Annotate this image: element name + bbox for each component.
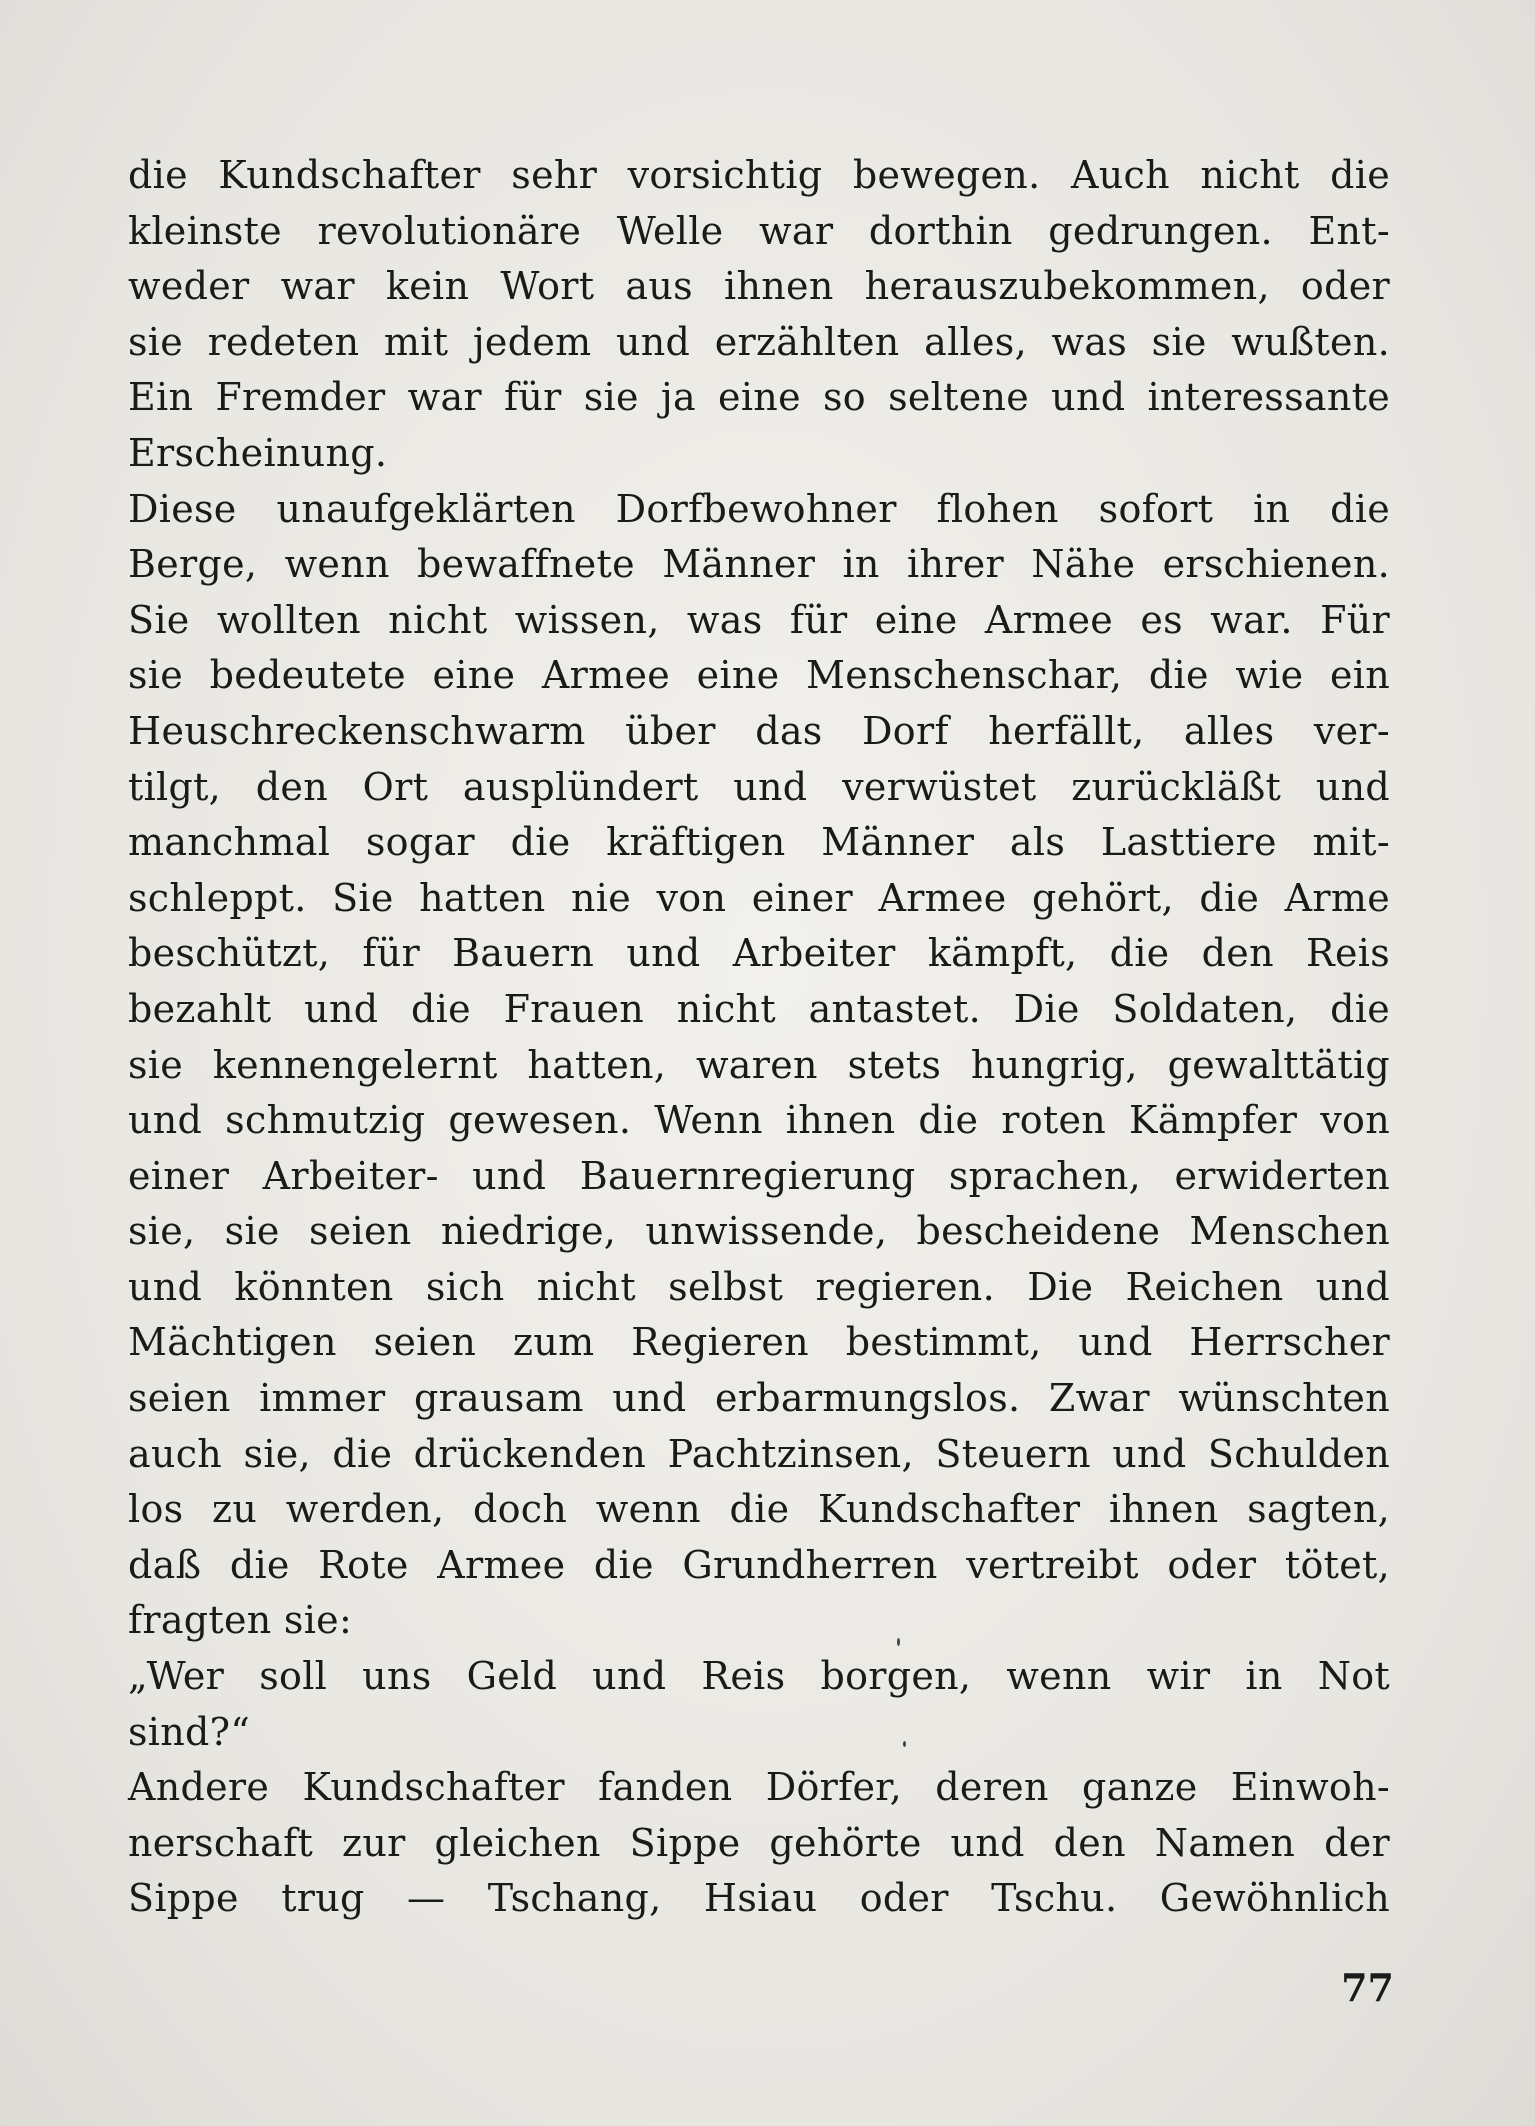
text-line: sind?“ xyxy=(128,1709,251,1754)
text-line: manchmal sogar die kräftigen Männer als Lasttiere mit- xyxy=(128,820,1390,865)
text-line: schleppt. Sie hatten nie von einer Armee gehört, die Arme xyxy=(128,875,1390,920)
text-line: fragten sie: xyxy=(128,1598,353,1643)
text-line: sie bedeutete eine Armee eine Menschenschar, die wie ein xyxy=(128,653,1390,698)
text-line: Sippe trug — Tschang, Hsiau oder Tschu. Gewöhnlich xyxy=(128,1876,1390,1921)
text-line: Sie wollten nicht wissen, was für eine Armee es war. Für xyxy=(128,597,1390,642)
text-line: sie, sie seien niedrige, unwissende, bescheidene Menschen xyxy=(128,1209,1390,1254)
text-line: Erscheinung. xyxy=(128,430,388,475)
text-line: die Kundschafter sehr vorsichtig bewegen. Auch nicht die xyxy=(128,153,1390,197)
text-line: Ein Fremder war für sie ja eine so seltene und interessante xyxy=(128,375,1390,420)
text-line: und könnten sich nicht selbst regieren. Die Reichen und xyxy=(128,1264,1390,1309)
text-line: und schmutzig gewesen. Wenn ihnen die roten Kämpfer von xyxy=(128,1098,1390,1143)
text-line: nerschaft zur gleichen Sippe gehörte und den Namen der xyxy=(128,1820,1390,1865)
text-line: los zu werden, doch wenn die Kundschafter ihnen sagten, xyxy=(128,1487,1390,1532)
print-speck xyxy=(897,1638,900,1646)
text-line: seien immer grausam und erbarmungslos. Zwar wünschten xyxy=(128,1376,1390,1421)
page-number: 77 xyxy=(1341,1965,1394,2010)
text-line: beschützt, für Bauern und Arbeiter kämpft, die den Reis xyxy=(128,931,1390,976)
text-line: Mächtigen seien zum Regieren bestimmt, und Herrscher xyxy=(128,1320,1390,1365)
text-line: Heuschreckenschwarm über das Dorf herfällt, alles ver- xyxy=(128,708,1390,753)
text-line: tilgt, den Ort ausplündert und verwüstet zurückläßt und xyxy=(128,764,1390,809)
text-line: weder war kein Wort aus ihnen herauszubekommen, oder xyxy=(128,264,1390,309)
text-line: sie kennengelernt hatten, waren stets hungrig, gewalttätig xyxy=(128,1042,1390,1087)
text-line: auch sie, die drückenden Pachtzinsen, Steuern und Schulden xyxy=(128,1431,1390,1476)
body-text xyxy=(128,148,1390,1927)
text-line: bezahlt und die Frauen nicht antastet. Die Soldaten, die xyxy=(128,986,1390,1031)
text-line: Diese unaufgeklärten Dorfbewohner flohen sofort in die xyxy=(128,486,1390,531)
print-speck xyxy=(903,1741,906,1747)
text-line: Berge, wenn bewaffnete Männer in ihrer Nähe erschienen. xyxy=(128,542,1390,587)
text-line: daß die Rote Armee die Grundherren vertreibt oder tötet, xyxy=(128,1542,1390,1587)
text-line: einer Arbeiter- und Bauernregierung sprachen, erwiderten xyxy=(128,1153,1390,1198)
text-line: „Wer soll uns Geld und Reis borgen, wenn wir in Not xyxy=(128,1654,1390,1699)
text-line: sie redeten mit jedem und erzählten alles, was sie wußten. xyxy=(128,319,1390,364)
text-line: Andere Kundschafter fanden Dörfer, deren ganze Einwoh- xyxy=(128,1765,1390,1810)
text-line: kleinste revolutionäre Welle war dorthin gedrungen. Ent- xyxy=(128,208,1390,253)
